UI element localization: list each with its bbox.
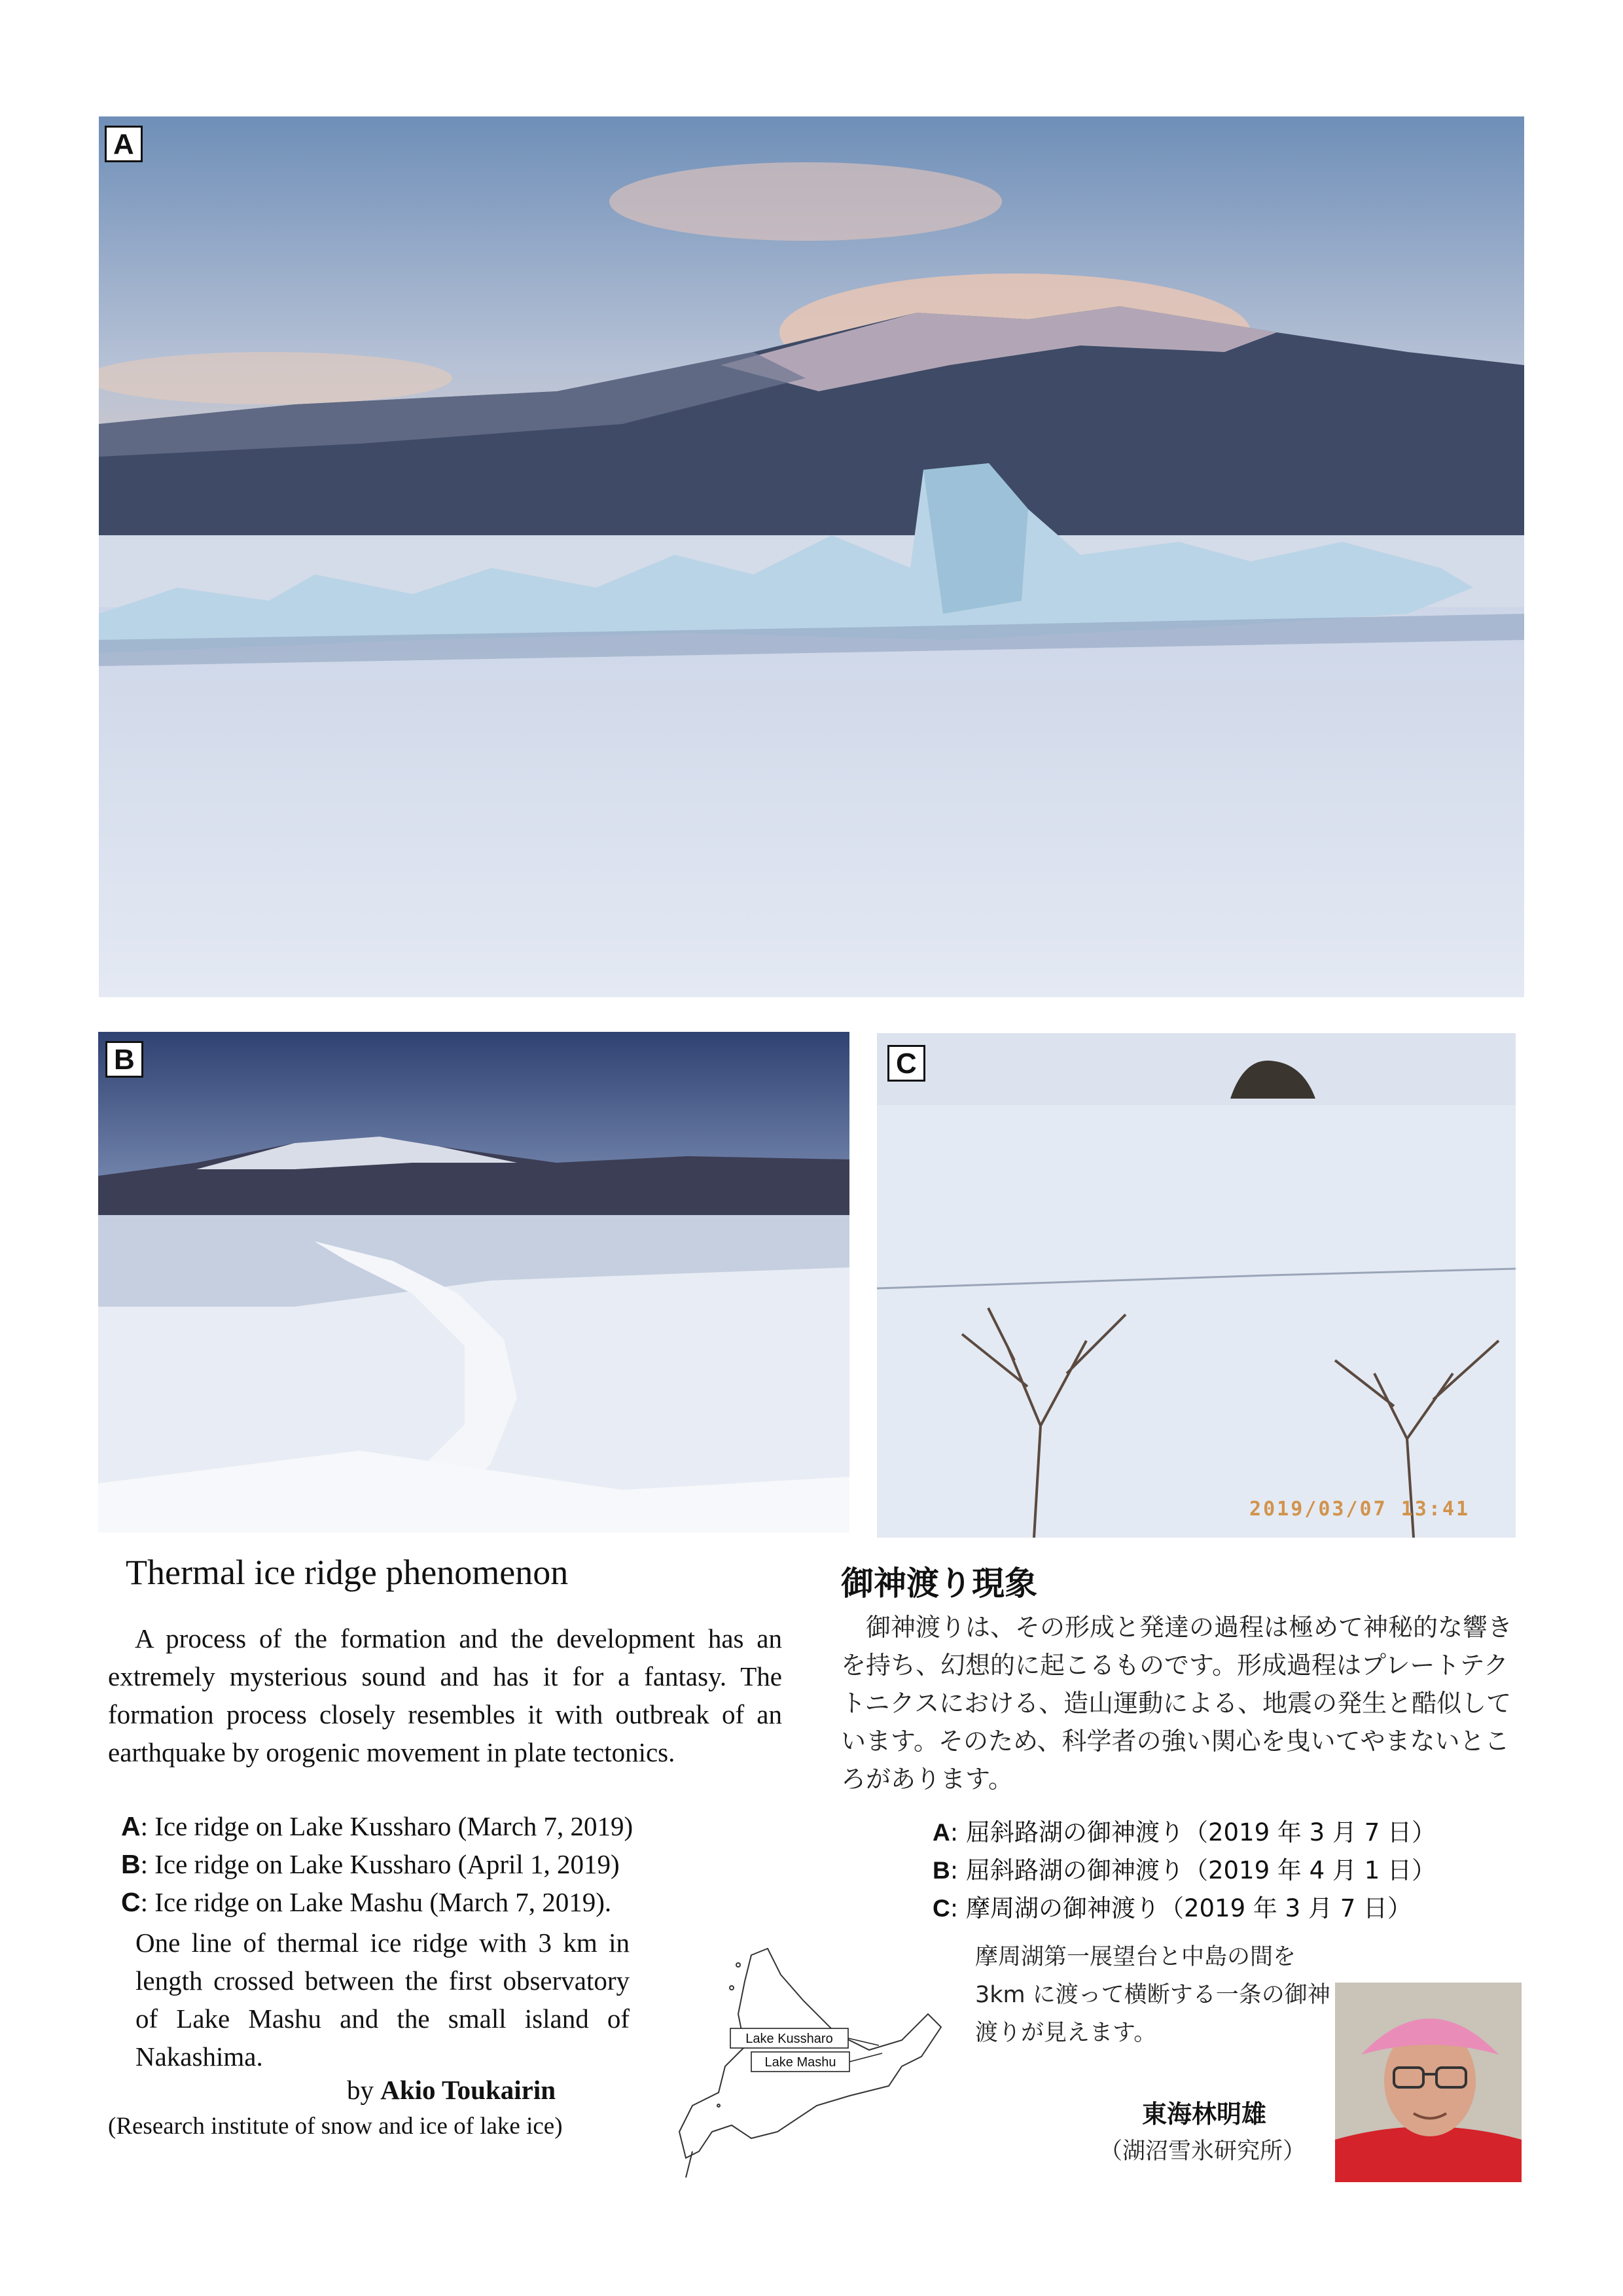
japanese-author: 東海林明雄 — [1142, 2100, 1267, 2128]
caption-letter: B — [121, 1849, 141, 1879]
caption-letter: C — [933, 1895, 950, 1922]
author-portrait — [1335, 1983, 1522, 2182]
japanese-affiliation: （湖沼雪氷研究所） — [1099, 2138, 1306, 2164]
caption-text: : 摩周湖の御神渡り（2019 年 3 月 7 日） — [950, 1894, 1412, 1922]
author-name: Akio Toukairin — [380, 2075, 556, 2105]
caption-letter: A — [933, 1819, 950, 1846]
english-paragraph — [108, 1619, 782, 1771]
caption-text: : Ice ridge on Lake Mashu (March 7, 2019). — [140, 1887, 612, 1917]
caption-text: : 屈斜路湖の御神渡り（2019 年 4 月 1 日） — [950, 1856, 1436, 1884]
photo-b-lake-kussharo — [98, 1032, 849, 1532]
english-caption-c — [121, 1883, 633, 1921]
photo-c-lake-mashu — [877, 1033, 1516, 1538]
caption-letter: A — [121, 1811, 141, 1841]
photo-c-timestamp: 2019/03/07 13:41 — [1249, 1498, 1470, 1521]
english-affiliation: (Research institute of snow and ice of lake ice) — [108, 2113, 563, 2140]
english-byline — [347, 2074, 556, 2106]
japanese-note: 摩周湖第一展望台と中島の間を 3km に渡って横断する一条の御神渡りが見えます。 — [975, 1944, 1330, 2046]
english-captions — [121, 1807, 633, 1921]
photo-a-lake-kussharo — [99, 116, 1524, 997]
photo-a-label: A — [105, 126, 143, 162]
english-paragraph-text: A process of the formation and the development has an extremely mysterious sound and has it for a fantasy. The formation process closely resembles it with outbreak of an earthquake by orogenic movement in plate tectonics. — [108, 1623, 782, 1767]
english-caption-a — [121, 1807, 633, 1845]
photo-b-label: B — [105, 1041, 143, 1078]
map-label-kussharo: Lake Kussharo — [745, 2032, 833, 2046]
japanese-captions — [933, 1814, 1436, 1928]
caption-text: : Ice ridge on Lake Kussharo (March 7, 2019) — [140, 1811, 633, 1841]
byline-prefix: by — [347, 2075, 374, 2105]
japanese-caption-a — [933, 1814, 1436, 1852]
hokkaido-map — [653, 1935, 954, 2184]
map-label-mashu: Lake Mashu — [764, 2055, 836, 2070]
english-caption-b — [121, 1845, 633, 1883]
caption-letter: C — [121, 1887, 141, 1917]
japanese-caption-c — [933, 1890, 1436, 1928]
japanese-paragraph: 御神渡りは、その形成と発達の過程は極めて神秘的な響きを持ち、幻想的に起こるものです。形成過程はプレートテクトニクスにおける、造山運動による、地震の発生と酷似しています。そのため、科学者の強い関心を曳いてやまないところがあります。 — [841, 1613, 1513, 1793]
caption-text: : 屈斜路湖の御神渡り（2019 年 3 月 7 日） — [950, 1818, 1436, 1846]
caption-text: : Ice ridge on Lake Kussharo (April 1, 2019) — [140, 1849, 620, 1879]
english-heading: Thermal ice ridge phenomenon — [126, 1553, 569, 1592]
japanese-heading: 御神渡り現象 — [841, 1564, 1037, 1602]
english-note: One line of thermal ice ridge with 3 km in length crossed between the first observatory of Lake Mashu and the small island of Nakashima. — [135, 1928, 630, 2072]
japanese-caption-b — [933, 1852, 1436, 1890]
caption-letter: B — [933, 1857, 950, 1884]
photo-c-label: C — [887, 1045, 925, 1082]
